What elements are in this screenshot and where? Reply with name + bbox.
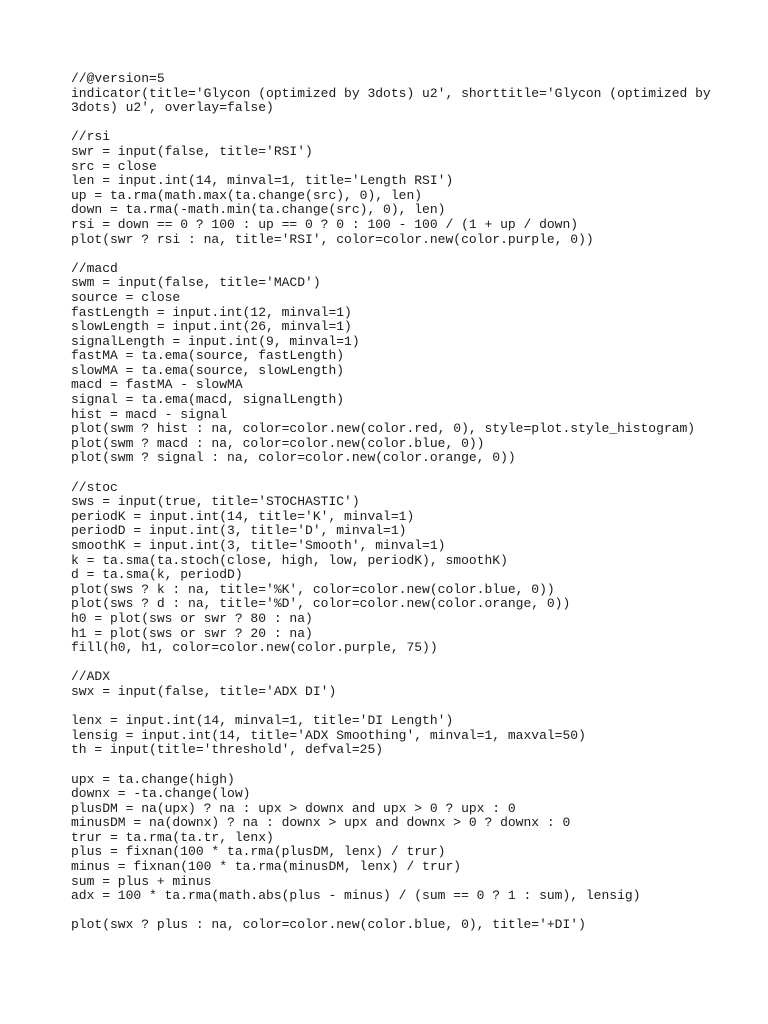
code-line: plot(sws ? k : na, title='%K', color=color.new(color.blue, 0)) [71, 581, 555, 597]
code-line: h0 = plot(sws or swr ? 80 : na) [71, 610, 313, 626]
code-line: up = ta.rma(math.max(ta.change(src), 0), len) [71, 187, 423, 203]
code-line: signal = ta.ema(macd, signalLength) [71, 392, 345, 408]
code-line: periodK = input.int(14, title='K', minval=1) [71, 508, 415, 524]
code-line: swm = input(false, title='MACD') [71, 275, 321, 291]
code-line: //ADX [71, 669, 111, 685]
blank-line [71, 116, 701, 131]
code-line: minus = fixnan(100 * ta.rma(minusDM, lenx) / trur) [71, 859, 462, 875]
code-line: plot(sws ? d : na, title='%D', color=color.new(color.orange, 0)) [71, 596, 571, 612]
code-line: hist = macd - signal [71, 406, 228, 422]
blank-line [71, 247, 701, 262]
blank-line [71, 656, 701, 671]
code-line: rsi = down == 0 ? 100 : up == 0 ? 0 : 100 - 100 / (1 + up / down) [71, 216, 579, 232]
code-line: k = ta.sma(ta.stoch(close, high, low, periodK), smoothK) [71, 552, 508, 568]
code-line: indicator(title='Glycon (optimized by 3dots) u2', shorttitle='Glycon (optimized by [71, 85, 711, 101]
code-line: slowMA = ta.ema(source, slowLength) [71, 362, 345, 378]
code-line: //macd [71, 260, 118, 276]
code-line: //stoc [71, 479, 118, 495]
code-line: 3dots) u2', overlay=false) [71, 100, 274, 116]
code-line: //@version=5 [71, 71, 165, 86]
code-line: swr = input(false, title='RSI') [71, 143, 313, 159]
code-line: plot(swm ? hist : na, color=color.new(color.red, 0), style=plot.style_histogram) [71, 421, 696, 437]
code-line: d = ta.sma(k, periodD) [71, 567, 243, 583]
code-line: sws = input(true, title='STOCHASTIC') [71, 494, 360, 510]
code-line: upx = ta.change(high) [71, 771, 235, 787]
code-line: lensig = input.int(14, title='ADX Smoothing', minval=1, maxval=50) [71, 727, 586, 743]
code-line: th = input(title='threshold', defval=25) [71, 742, 384, 758]
code-line: plot(swx ? plus : na, color=color.new(color.blue, 0), title='+DI') [71, 917, 586, 933]
code-line: source = close [71, 289, 181, 305]
code-line: sum = plus + minus [71, 873, 212, 889]
code-line: swx = input(false, title='ADX DI') [71, 683, 337, 699]
code-line: smoothK = input.int(3, title='Smooth', minval=1) [71, 538, 446, 553]
blank-line [71, 700, 701, 715]
blank-line [71, 904, 701, 919]
code-line: macd = fastMA - slowMA [71, 377, 243, 393]
code-line: periodD = input.int(3, title='D', minval=1) [71, 523, 407, 539]
code-line: //rsi [71, 129, 111, 145]
code-line: down = ta.rma(-math.min(ta.change(src), 0), len) [71, 202, 446, 218]
code-line: src = close [71, 158, 157, 174]
code-line: downx = -ta.change(low) [71, 786, 251, 802]
code-line: lenx = input.int(14, minval=1, title='DI Length') [71, 713, 454, 729]
code-line: fill(h0, h1, color=color.new(color.purple, 75)) [71, 640, 438, 656]
code-line: adx = 100 * ta.rma(math.abs(plus - minus) / (sum == 0 ? 1 : sum), lensig) [71, 888, 641, 904]
code-line: slowLength = input.int(26, minval=1) [71, 319, 352, 335]
code-line: fastLength = input.int(12, minval=1) [71, 304, 352, 320]
code-line: plusDM = na(upx) ? na : upx > downx and upx > 0 ? upx : 0 [71, 800, 516, 816]
blank-line [71, 758, 701, 773]
code-line: plot(swm ? signal : na, color=color.new(color.orange, 0)) [71, 450, 516, 466]
blank-line [71, 466, 701, 481]
code-listing [71, 71, 711, 933]
code-line: fastMA = ta.ema(source, fastLength) [71, 348, 345, 364]
code-line: plus = fixnan(100 * ta.rma(plusDM, lenx) / trur) [71, 844, 446, 860]
code-line: minusDM = na(downx) ? na : downx > upx and downx > 0 ? downx : 0 [71, 815, 571, 831]
code-line: signalLength = input.int(9, minval=1) [71, 333, 360, 349]
code-line: len = input.int(14, minval=1, title='Length RSI') [71, 173, 454, 189]
code-line: h1 = plot(sws or swr ? 20 : na) [71, 625, 313, 641]
code-line: trur = ta.rma(ta.tr, lenx) [71, 829, 274, 845]
code-line: plot(swr ? rsi : na, title='RSI', color=color.new(color.purple, 0)) [71, 231, 594, 247]
code-line: plot(swm ? macd : na, color=color.new(color.blue, 0)) [71, 435, 485, 451]
